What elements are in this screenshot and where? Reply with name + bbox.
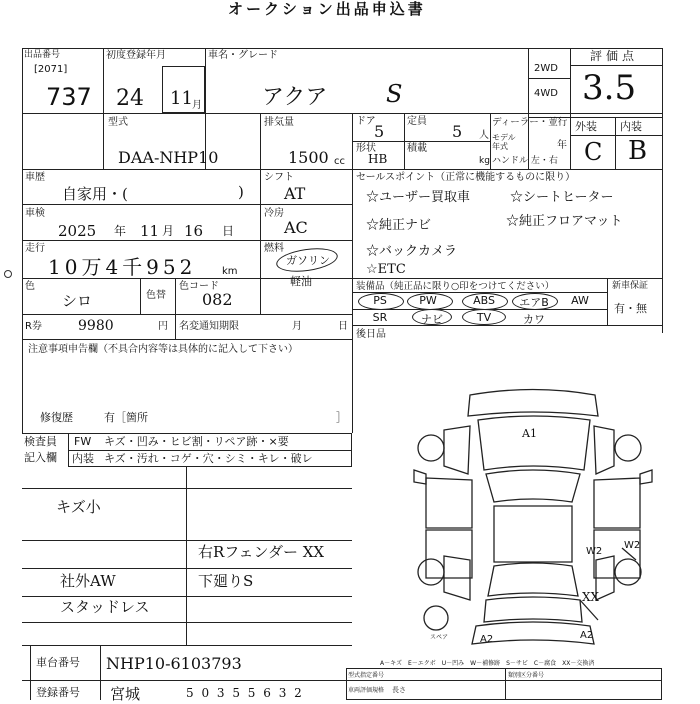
registration-year: 24	[116, 86, 144, 111]
selling-point-4: ☆純正フロアマット	[506, 214, 623, 229]
repair-close: ］	[336, 411, 347, 424]
drive-2wd: 2WD	[534, 63, 558, 74]
sheet-title: オークション出品申込書	[228, 0, 426, 18]
plate-label: 登録番号	[36, 686, 80, 699]
mark-xx: XX	[582, 590, 600, 604]
recycle-label: R券	[25, 321, 42, 332]
capacity-unit: 人	[479, 130, 489, 141]
spare-label: スペア	[430, 634, 449, 641]
car-name-label: 車名・グレード	[208, 50, 278, 61]
equip-aw: AW	[571, 294, 589, 307]
history: 自家用・(	[62, 185, 128, 203]
remark-1: キズ小	[56, 498, 101, 516]
damage-legend: A－キズ E－エクボ U－凹み W－補修跡 S－サビ C－腐食 XX－交換済	[380, 660, 595, 667]
inspector-fw: FW	[74, 435, 92, 448]
interior-score: B	[628, 136, 648, 166]
equip-navi: ナビ	[421, 313, 443, 326]
model-type: DAA-NHP10	[118, 148, 219, 167]
mileage: 10万4千952	[48, 255, 197, 279]
model-year-label: モデル年式	[492, 133, 516, 151]
equip-pw: PW	[419, 294, 437, 307]
selling-point-3: ☆純正ナビ	[366, 218, 432, 233]
registration-label: 初度登録年月	[106, 50, 166, 61]
tone-label: 色替	[146, 290, 166, 301]
remark-3: 社外AW	[60, 572, 116, 590]
name-change-label: 名変通知期限	[179, 321, 239, 332]
interior-label: 内装	[620, 120, 642, 133]
equip-sr: SR	[372, 311, 388, 324]
fuel-diesel: 軽油	[290, 275, 312, 288]
chassis-label: 車台番号	[36, 656, 80, 669]
type-designation-label: 型式指定番号	[348, 672, 385, 679]
handle-label: ハンドル 左・右	[492, 156, 558, 166]
lot-code: [2071]	[34, 64, 68, 75]
mark-rear-2: A2	[580, 630, 594, 641]
evaluation-label: 車両評価規格	[348, 687, 385, 694]
inspector-label-2: 記入欄	[24, 451, 57, 464]
recycle: 9980	[78, 318, 114, 334]
score-value: 3.5	[582, 68, 637, 108]
mileage-unit: km	[222, 266, 238, 277]
binding-hole	[4, 270, 12, 278]
doors: 5	[374, 122, 385, 141]
selling-point-1: ☆ユーザー買取車	[366, 190, 471, 205]
plate-region: 宮城	[110, 685, 141, 703]
selling-point-6: ☆ETC	[366, 262, 406, 277]
name-change-month: 月	[292, 321, 302, 332]
displacement-unit: cc	[334, 156, 345, 167]
shape-label: 形状	[356, 143, 376, 154]
doors-label: ドア	[356, 116, 376, 127]
mark-fender-2: W2	[624, 540, 641, 551]
name-change-day: 日	[338, 321, 348, 332]
exterior-label: 外装	[575, 120, 597, 133]
mark-fender-1: W2	[586, 546, 603, 557]
inspector-label-1: 検査員	[24, 435, 57, 448]
color-code: 082	[202, 290, 233, 309]
warranty-value: 有・無	[614, 302, 647, 315]
capacity-label: 定員	[407, 116, 427, 127]
remark-2: 右Rフェンダー XX	[198, 543, 325, 561]
inspection-label: 車検	[25, 208, 45, 219]
displacement-label: 排気量	[264, 117, 294, 128]
fuel-gasoline: ガソリン	[286, 254, 330, 267]
load-unit: kg	[479, 156, 490, 166]
history-close: )	[238, 183, 244, 201]
inspection-month: 11	[140, 222, 160, 240]
displacement: 1500	[288, 148, 329, 167]
color-label: 色	[25, 281, 35, 292]
selling-point-2: ☆シートヒーター	[510, 190, 614, 205]
capacity: 5	[452, 122, 463, 141]
shift-label: シフト	[264, 172, 294, 183]
model-type-label: 型式	[108, 117, 128, 128]
mark-rear-1: A2	[480, 634, 494, 645]
chassis-number: NHP10-6103793	[106, 654, 242, 673]
equipment-label: 装備品（純正品に限り○印をつけてください）	[356, 281, 555, 292]
recycle-unit: 円	[158, 321, 168, 332]
mileage-label: 走行	[25, 243, 45, 254]
exterior-score: C	[584, 138, 603, 166]
color-code-label: 色コード	[179, 281, 219, 292]
mark-hood: A1	[522, 427, 537, 440]
lot-label: 出品番号	[24, 50, 61, 60]
inspector-interior-label: 内装	[72, 452, 94, 465]
lot-number: 737	[46, 83, 92, 111]
inspector-exterior: キズ・凹み・ヒビ割・リペア跡・×要	[104, 435, 289, 448]
length-label: 長さ	[392, 686, 406, 694]
equip-ps: PS	[373, 294, 387, 307]
color: シロ	[62, 292, 93, 310]
equip-abs: ABS	[473, 294, 495, 307]
inspection-year: 2025	[58, 222, 97, 240]
inspection-year-unit: 年	[114, 224, 127, 238]
inspection-day: 16	[184, 222, 204, 240]
notes-label: 注意事項申告欄（不具合内容等は具体的に記入して下さい）	[28, 344, 298, 355]
category-label: 類別区分番号	[508, 672, 545, 679]
score-label: 評価点	[590, 49, 639, 63]
car-name: アクア	[262, 85, 328, 110]
load-label: 積載	[407, 143, 427, 154]
selling-points-label: セールスポイント（正常に機能するものに限り）	[356, 172, 576, 183]
registration-month-unit: 月	[192, 100, 202, 111]
aircon: AC	[284, 218, 308, 237]
drive-4wd: 4WD	[534, 88, 558, 99]
car-grade: S	[386, 80, 403, 108]
repair-label: 修復歴	[40, 411, 73, 424]
remark-4: 下廻りS	[198, 572, 254, 590]
equip-airbag: エアB	[519, 296, 549, 309]
equip-tv: TV	[476, 311, 492, 324]
history-label: 車歴	[25, 172, 45, 183]
model-year-unit: 年	[557, 140, 567, 151]
shift: AT	[284, 184, 306, 203]
aircon-label: 冷房	[264, 208, 284, 219]
registration-month: 11	[170, 88, 193, 109]
shape: HB	[368, 152, 388, 166]
plate-digits: 5 0 3 5 5 6 3 2	[186, 686, 304, 700]
inspector-interior: キズ・汚れ・コゲ・穴・シミ・キレ・破レ	[104, 452, 313, 465]
dealer-label: ディーラー・並行	[492, 117, 568, 128]
delivery-label: 後日品	[356, 329, 386, 340]
equip-leather: カワ	[523, 313, 545, 326]
repair-value: 有［箇所	[104, 411, 148, 424]
fuel-label: 燃料	[264, 243, 284, 254]
inspection-day-unit: 日	[222, 224, 235, 238]
warranty-label: 新車保証	[612, 281, 649, 291]
remark-5: スタッドレス	[60, 598, 150, 616]
selling-point-5: ☆バックカメラ	[366, 244, 458, 259]
inspection-month-unit: 月	[162, 224, 175, 238]
